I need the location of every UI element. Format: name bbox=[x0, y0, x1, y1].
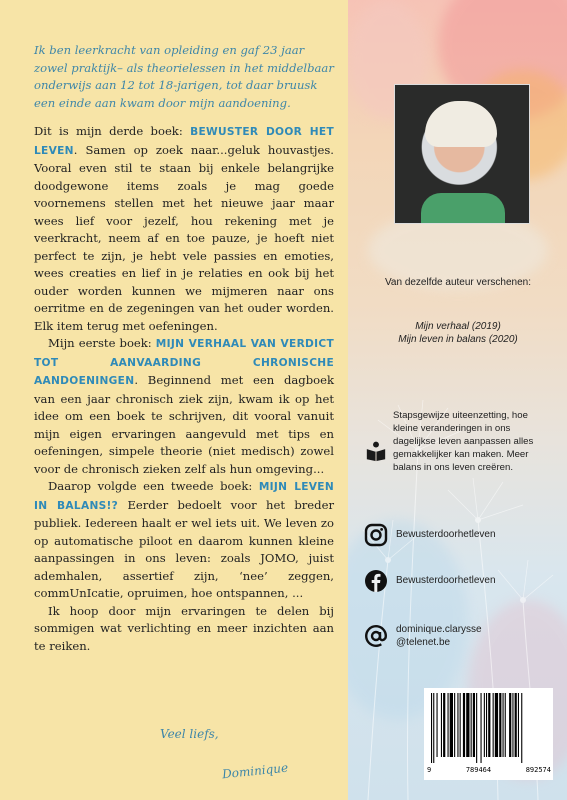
other-books-list bbox=[363, 320, 553, 346]
author-photo bbox=[394, 84, 530, 224]
other-book-item: Mijn verhaal (2019) bbox=[415, 321, 501, 332]
book-title-bewuster: BEWUSTER DOOR HET LEVEN bbox=[34, 126, 334, 157]
paragraph-second-book bbox=[34, 478, 334, 603]
paragraph-first-book bbox=[34, 335, 334, 478]
barcode-bar bbox=[488, 693, 490, 757]
barcode-bar bbox=[431, 693, 432, 763]
closing-greeting: Veel liefs, bbox=[160, 727, 219, 741]
paragraph-text: . Samen op zoek naar...geluk houvastjes. Vooral even stil te staan bij enkele belangrijke doodgewone items zoals je mag goede voornemens stellen met het nieuwe jaar maar wees lief voor jezelf, hou rekening met je veerkracht, neem af en toe pauze, je hoeft niet perfect te zijn, je hebt vele passies en emoties, wees creaties en lief in je relaties en ook bij het ouder worden kunnen we mijmeren naar ons oerritme en de zegeningen van het ouder worden. Elk item terug met oefeningen. bbox=[34, 142, 334, 333]
also-by-author-heading: Van dezelfde auteur verschenen: bbox=[384, 277, 532, 288]
barcode-bar bbox=[457, 693, 458, 757]
paragraph-text: . Beginnend met een dagboek van een jaar chronisch ziek zijn, kwam ik op het idee om een boek te schrijven, dit vooral vanuit mijn eigen ervaringen aangevuld met tips en oefeningen, simpele theorie (niet medisch) zowel voor de chronisch zieken zelf als hun omgeving... bbox=[34, 373, 334, 476]
facebook-icon bbox=[364, 569, 388, 593]
barcode-bar bbox=[518, 693, 519, 757]
email-contact[interactable] bbox=[364, 622, 554, 656]
barcode-bar bbox=[493, 693, 494, 757]
isbn-digit-group: 892574 bbox=[525, 766, 551, 774]
author-signature: Dominique bbox=[221, 760, 289, 782]
book-summary: Stapsgewijze uiteenzetting, hoe kleine veranderingen in ons dagelijkse leven aanpassen alles gemakkelijker kan maken. Meer balans in ons leven creëren. bbox=[393, 410, 534, 473]
barcode-bar bbox=[509, 693, 511, 757]
barcode-bar bbox=[454, 693, 455, 757]
author-intro: Ik ben leerkracht van opleiding en gaf 23 jaar zowel praktijk– als theorielessen in het middelbaar onderwijs aan 12 tot 18-jarigen, tot daar bruusk een einde aan kwam door mijn aandoening. bbox=[34, 43, 334, 110]
barcode-bar bbox=[441, 693, 442, 757]
facebook-handle: Bewusterdoorhetleven bbox=[396, 575, 496, 586]
barcode-bar bbox=[495, 693, 498, 757]
barcode-bar bbox=[486, 693, 487, 757]
barcode-bar bbox=[443, 693, 445, 757]
barcode-bar bbox=[476, 693, 477, 763]
barcode-bar bbox=[466, 693, 469, 757]
barcode-bar bbox=[463, 693, 465, 757]
author-photo-hair bbox=[425, 101, 497, 147]
barcode-bar bbox=[433, 693, 434, 763]
paragraph-closing: Ik hoop door mijn ervaringen te delen bij sommigen wat verlichting en meer inzichten aan te reiken. bbox=[34, 603, 334, 653]
barcode-bars bbox=[429, 693, 548, 763]
author-photo-shirt bbox=[421, 193, 505, 223]
barcode-bar bbox=[512, 693, 513, 757]
instagram-contact[interactable] bbox=[364, 523, 554, 553]
paragraph-text: Eerder bedoelt voor het breder publiek. Iedereen haalt er wel iets uit. We leven zo op automatische piloot en daarom kunnen kleine aanpassingen in ons leven: zoals JOMO, juist ademhalen, assertief zijn, ‘nee’ zeggen, commUnIcatie, opruimen, hoe ontspannen, ... bbox=[34, 497, 334, 600]
instagram-handle: Bewusterdoorhetleven bbox=[396, 529, 496, 540]
barcode-bar bbox=[473, 693, 475, 757]
book-reader-icon bbox=[365, 440, 387, 462]
paragraph-third-book bbox=[34, 123, 334, 335]
barcode-bar bbox=[450, 693, 453, 757]
book-title-balans: MIJN LEVEN IN BALANS!? bbox=[34, 481, 334, 512]
isbn-number bbox=[427, 766, 551, 774]
paragraph-text: Mijn eerste boek: bbox=[48, 336, 156, 350]
paragraph-text: Daarop volgde een tweede boek: bbox=[48, 479, 259, 493]
book-title-mijn-verhaal: MIJN VERHAAL VAN VERDICT TOT AANVAARDING CHRONISCHE AANDOENINGEN bbox=[34, 338, 334, 387]
facebook-contact[interactable] bbox=[364, 569, 554, 599]
barcode-bar bbox=[484, 693, 485, 757]
barcode-bar bbox=[505, 693, 506, 757]
barcode-bar bbox=[437, 693, 438, 757]
barcode-bar bbox=[460, 693, 461, 757]
barcode-bar bbox=[499, 693, 501, 757]
barcode-bar bbox=[481, 693, 482, 763]
barcode-bar bbox=[503, 693, 504, 757]
isbn-barcode bbox=[424, 688, 553, 780]
other-book-item: Mijn leven in balans (2020) bbox=[398, 334, 518, 345]
barcode-bar bbox=[471, 693, 472, 757]
at-sign-icon bbox=[364, 624, 388, 648]
isbn-digit-group: 9 bbox=[427, 766, 432, 774]
instagram-icon bbox=[364, 523, 388, 547]
paragraph-text: Dit is mijn derde boek: bbox=[34, 124, 191, 138]
barcode-bar bbox=[521, 693, 522, 763]
barcode-bar bbox=[448, 693, 449, 757]
email-address: dominique.clarysse @telenet.be bbox=[396, 624, 482, 648]
barcode-bar bbox=[515, 693, 517, 757]
book-description-body bbox=[34, 123, 334, 655]
isbn-digit-group: 789464 bbox=[465, 766, 492, 774]
